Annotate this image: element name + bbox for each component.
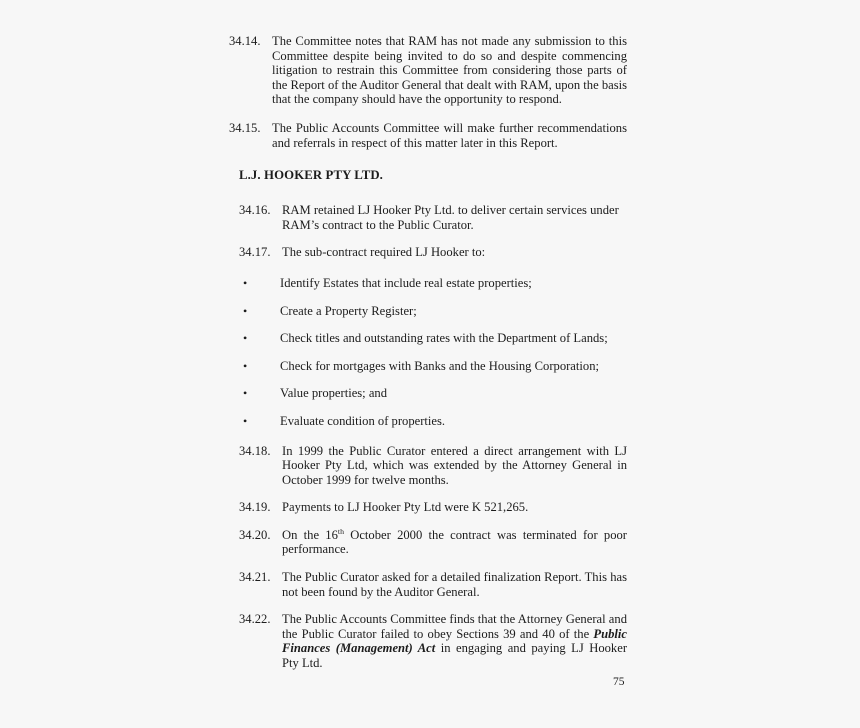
list-item: [243, 304, 627, 319]
clause-number: 34.21.: [239, 570, 271, 585]
clause-34-17: [239, 245, 627, 260]
bullet-icon: •: [243, 331, 248, 346]
requirements-bullet-list: [229, 276, 627, 429]
clause-number: 34.19.: [239, 500, 271, 515]
clause-34-14: [229, 34, 627, 107]
clause-text: The sub-contract required LJ Hooker to:: [282, 245, 486, 260]
clause-text-part-before: The Public Accounts Committee finds that the Attorney General and the Public Curator failed to obey Sections 39 and 40 of the: [282, 612, 627, 641]
list-item: [243, 331, 627, 346]
clause-34-19: [239, 500, 627, 515]
clause-34-18: [239, 444, 627, 488]
clause-34-21: [239, 570, 627, 599]
ordinal-superscript: th: [337, 526, 344, 536]
clause-text: The Public Curator asked for a detailed finalization Report. This has not been found by the Auditor General.: [282, 570, 627, 599]
clause-text-part-after: October 2000 the contract was terminated for poor performance.: [282, 527, 627, 557]
clause-number: 34.15.: [229, 120, 261, 135]
list-item: [243, 276, 627, 291]
statute-title-emphasis: Public Finances (Management) Act: [282, 626, 627, 656]
bullet-icon: •: [243, 358, 248, 373]
clause-text-part-before: On the 16: [282, 527, 338, 542]
bullet-icon: •: [243, 386, 248, 401]
list-item: [243, 386, 627, 401]
clause-number: 34.20.: [239, 527, 271, 542]
clause-text: The Public Accounts Committee will make further recommendations and referrals in respect of this matter later in this Report.: [272, 120, 627, 150]
clause-number: 34.22.: [239, 612, 271, 627]
list-item-label: Value properties; and: [280, 386, 388, 401]
page-number: 75: [613, 676, 625, 688]
bullet-icon: •: [243, 275, 248, 290]
list-item: [243, 414, 627, 429]
clause-text: [282, 612, 627, 670]
clause-text: The Committee notes that RAM has not made any submission to this Committee despite being invited to do so and despite commencing litigation to restrain this Committee from considering those parts of the Report of the Auditor General that dealt with RAM, upon the basis that the company should have the opportunity to respond.: [272, 34, 628, 107]
clause-number: 34.17.: [239, 245, 271, 260]
clause-34-22: [239, 612, 627, 670]
page-content: [229, 34, 627, 671]
bullet-icon: •: [243, 413, 248, 428]
bullet-icon: •: [243, 303, 248, 318]
section-heading: L.J. HOOKER PTY LTD.: [239, 168, 383, 183]
clause-34-20: [239, 528, 627, 557]
clause-number: 34.14.: [229, 34, 261, 48]
clause-34-16: [239, 203, 627, 232]
list-item-label: Evaluate condition of properties.: [280, 413, 446, 428]
clause-text: [282, 528, 627, 557]
clause-number: 34.16.: [239, 203, 271, 218]
list-item-label: Check titles and outstanding rates with the Department of Lands;: [280, 331, 608, 346]
list-item: [243, 359, 627, 374]
clause-text-part-after: in engaging and paying LJ Hooker Pty Ltd.: [282, 641, 628, 671]
clause-text: In 1999 the Public Curator entered a direct arrangement with LJ Hooker Pty Ltd, which was extended by the Attorney General in October 1999 for twelve months.: [282, 443, 627, 487]
list-item-label: Check for mortgages with Banks and the Housing Corporation;: [280, 358, 599, 373]
clause-text: Payments to LJ Hooker Pty Ltd were K 521,265.: [282, 500, 529, 515]
clause-number: 34.18.: [239, 443, 271, 458]
clause-34-15: [229, 121, 627, 150]
list-item-label: Identify Estates that include real estate properties;: [280, 275, 532, 290]
clause-text: RAM retained LJ Hooker Pty Ltd. to deliver certain services under RAM’s contract to the Public Curator.: [282, 203, 619, 232]
list-item-label: Create a Property Register;: [280, 303, 417, 318]
